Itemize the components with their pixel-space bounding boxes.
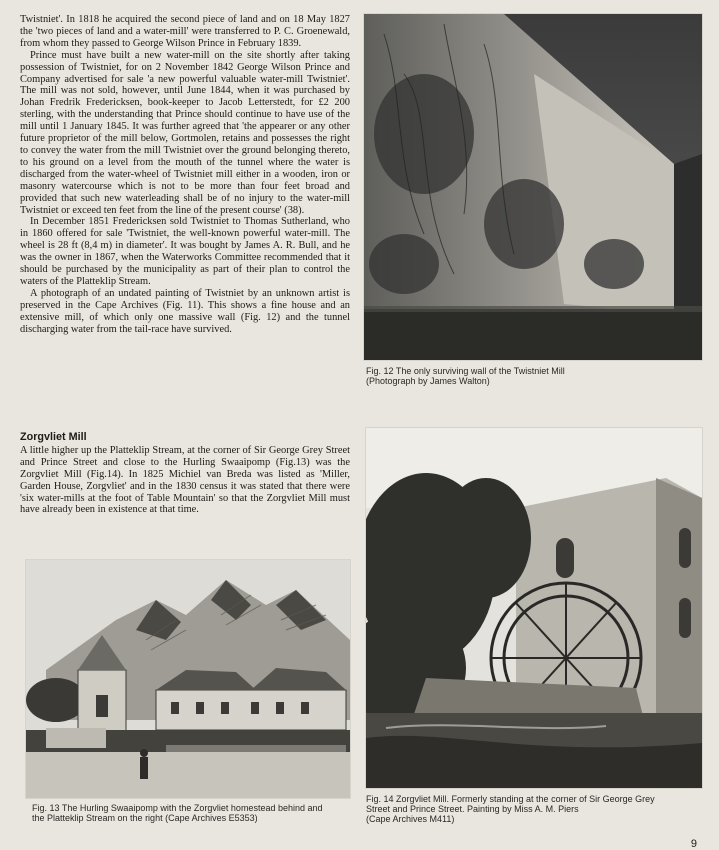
fig13-drawing bbox=[26, 560, 350, 798]
paragraph: A little higher up the Platteklip Stream, at the corner of Sir George Grey Street and Prince Street and close to the Hurling Swaaipomp (Fig.13) was the Zorgvliet Mill (Fig.14). In 1825 Michiel van Breda was listed as 'Miller, Garden House, Zorgvliet' and in the 1830 census it was stated that there were 'six water-mills at the foot of Table Mountain' so that the Zorgvliet Mill must have already been in existence at that time. bbox=[20, 444, 350, 516]
fig13-caption bbox=[32, 803, 362, 823]
caption-line: Fig. 14 Zorgvliet Mill. Formerly standing at the corner of Sir George Grey bbox=[366, 794, 655, 804]
paragraph: Prince must have built a new water-mill on the site shortly after taking possession of Twistniet, for on 2 November 1842 George Wilson Prince and Company advertised for sale 'a new powerful valuable water-mill Twistniet'. The mill was not sold, however, until June 1844, when it was purchased by Johan Fredrik Fredericksen, book-keeper to Jacob Letterstedt, for £2 200 sterling, with the understanding that Prince should continue to have use of the mill until 1 January 1845. It was further agreed that 'the appearer or any other future proprietor of the mill below, Gortmolen, retains and possesses the right to convey the water from the mill Twistniet over the ground belonging thereto, to his ground on a level from the mouth of the tunnel where the water is discharged from the water-wheel of Twistniet mill either in a wooden, iron or masonry watercourse which is not to be more than four feet broad and provided that such new waterleading shall be of no injury to the water-mill Twistniet or exceed ten feet from the line of the present course' (38). bbox=[20, 49, 350, 216]
caption-line: Fig. 13 The Hurling Swaaipomp with the Zorgvliet homestead behind and bbox=[32, 803, 323, 813]
caption-line: (Cape Archives M411) bbox=[366, 814, 455, 825]
fig14-caption bbox=[366, 794, 706, 825]
paragraph: Twistniet'. In 1818 he acquired the second piece of land and on 18 May 1827 the 'two pieces of land and a water-mill' were transferred to P. C. Groenewald, from whom they passed to George Wilson Prince in February 1839. bbox=[20, 14, 350, 49]
body-text-column bbox=[20, 14, 350, 335]
page-number: 9 bbox=[690, 838, 697, 850]
caption-line: Street and Prince Street. Painting by Miss A. M. Piers bbox=[366, 804, 579, 815]
zorgvliet-section bbox=[20, 432, 350, 516]
fig12-photograph bbox=[364, 14, 702, 360]
caption-line: the Platteklip Stream on the right (Cape Archives E5353) bbox=[32, 813, 258, 824]
caption-line: Fig. 12 The only surviving wall of the Twistniet Mill bbox=[366, 366, 565, 376]
fig14-painting bbox=[366, 428, 702, 788]
caption-line: (Photograph by James Walton) bbox=[366, 376, 490, 387]
fig12-caption bbox=[366, 366, 706, 386]
paragraph: A photograph of an undated painting of Twistniet by an unknown artist is preserved in the Cape Archives (Fig. 11). This shows a fine house and an extensive mill, of which only one massive wall (Fig. 12) and the tunnel discharging water from the tail-race have survived. bbox=[20, 287, 350, 335]
section-heading: Zorgvliet Mill bbox=[20, 431, 87, 443]
paragraph: In December 1851 Fredericksen sold Twistniet to Thomas Sutherland, who in 1860 offered for sale 'Twistniet, the well-known powerful water-mill. The wheel is 28 ft (8,4 m) in diameter'. It was bought by James A. R. Bull, and he was the owner in 1867, when the Waterworks Committee recommended that it should be purchased by the municipality as part of their plan to control the waters of the Platteklip Stream. bbox=[20, 216, 350, 287]
